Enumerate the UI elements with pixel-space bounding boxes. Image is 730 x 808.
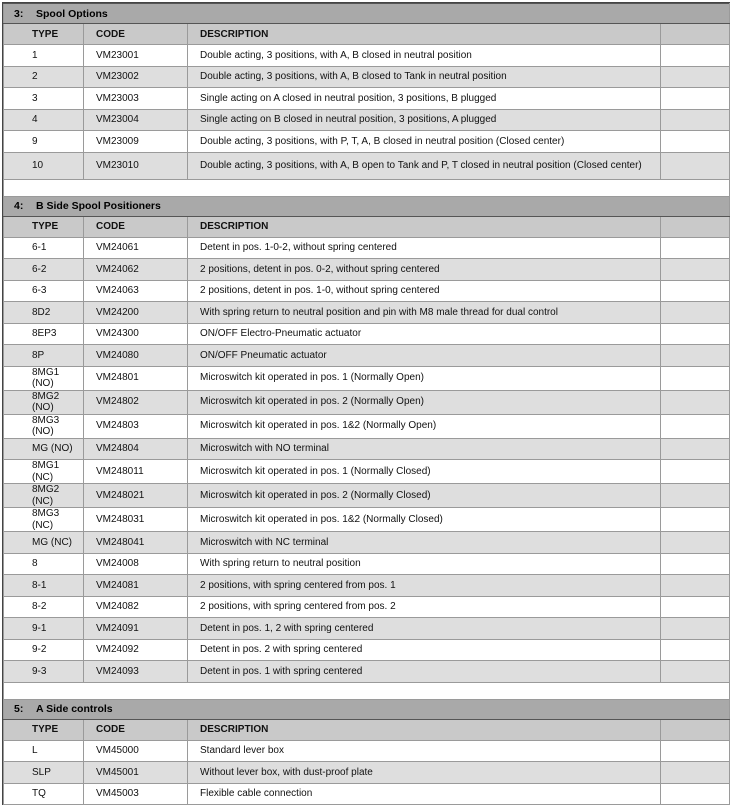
col-header-blank [661,719,730,740]
code-cell: VM45000 [84,740,188,762]
table-row [4,280,730,302]
description-cell: 2 positions, with spring centered from pos. 2 [188,596,661,618]
type-cell: 2 [4,66,84,88]
col-header-description: DESCRIPTION [188,719,661,740]
type-cell: 8 [4,553,84,575]
description-cell: Single acting on B closed in neutral position, 3 positions, A plugged [188,109,661,131]
table-row [4,302,730,324]
column-header-row [4,24,730,45]
code-cell: VM24008 [84,553,188,575]
blank-cell [661,762,730,784]
blank-cell [661,596,730,618]
blank-cell [661,553,730,575]
col-header-type: TYPE [4,216,84,237]
description-cell: Flexible cable connection [188,783,661,805]
blank-cell [661,639,730,661]
type-cell: 9-2 [4,639,84,661]
col-header-description: DESCRIPTION [188,216,661,237]
section-title: B Side Spool Positioners [36,200,161,212]
table-row [4,323,730,345]
type-cell: 6-2 [4,259,84,281]
type-cell: MG (NO) [4,438,84,460]
code-cell: VM24061 [84,237,188,259]
code-cell: VM23004 [84,109,188,131]
spacer-cell [4,179,730,196]
table-row [4,366,730,390]
col-header-description: DESCRIPTION [188,24,661,45]
code-cell: VM24093 [84,661,188,683]
options-table-body [4,4,730,805]
description-cell: Detent in pos. 2 with spring centered [188,639,661,661]
type-cell: 8MG2 (NC) [4,484,84,508]
code-cell: VM24802 [84,390,188,414]
table-row [4,237,730,259]
blank-cell [661,508,730,532]
type-cell: SLP [4,762,84,784]
blank-cell [661,484,730,508]
table-row [4,596,730,618]
code-cell: VM24092 [84,639,188,661]
table-row [4,259,730,281]
section-title: A Side controls [36,703,113,715]
blank-cell [661,302,730,324]
type-cell: 9-1 [4,618,84,640]
type-cell: 8D2 [4,302,84,324]
section-number: 3: [14,7,24,20]
code-cell: VM23009 [84,131,188,153]
type-cell: 8-2 [4,596,84,618]
code-cell: VM24804 [84,438,188,460]
blank-cell [661,438,730,460]
code-cell: VM45003 [84,783,188,805]
section-header [4,4,730,24]
description-cell: Double acting, 3 positions, with P, T, A, B closed in neutral position (Closed center) [188,131,661,153]
table-row [4,109,730,131]
code-cell: VM23002 [84,66,188,88]
section-title: Spool Options [36,7,108,20]
type-cell: 8P [4,345,84,367]
code-cell: VM24801 [84,366,188,390]
blank-cell [661,152,730,179]
table-row [4,45,730,67]
type-cell: 8MG2 (NO) [4,390,84,414]
section-title-cell [4,4,730,24]
options-table [3,3,730,805]
blank-cell [661,88,730,110]
description-cell: Microswitch kit operated in pos. 2 (Normally Closed) [188,484,661,508]
description-cell: Single acting on A closed in neutral position, 3 positions, B plugged [188,88,661,110]
table-row [4,345,730,367]
code-cell: VM24200 [84,302,188,324]
table-row [4,66,730,88]
section-title-cell [4,699,730,719]
blank-cell [661,390,730,414]
description-cell: 2 positions, detent in pos. 0-2, without spring centered [188,259,661,281]
code-cell: VM24300 [84,323,188,345]
type-cell: 8MG1 (NC) [4,460,84,484]
blank-cell [661,323,730,345]
table-row [4,152,730,179]
blank-cell [661,280,730,302]
blank-cell [661,131,730,153]
blank-cell [661,575,730,597]
code-cell: VM23010 [84,152,188,179]
column-header-row [4,216,730,237]
blank-cell [661,345,730,367]
description-cell: 2 positions, detent in pos. 1-0, without spring centered [188,280,661,302]
type-cell: L [4,740,84,762]
description-cell: With spring return to neutral position [188,553,661,575]
blank-cell [661,661,730,683]
spool-options-document [2,2,730,805]
description-cell: Microswitch with NO terminal [188,438,661,460]
description-cell: Microswitch kit operated in pos. 1 (Normally Closed) [188,460,661,484]
description-cell: Microswitch kit operated in pos. 1&2 (Normally Closed) [188,508,661,532]
description-cell: Detent in pos. 1, 2 with spring centered [188,618,661,640]
description-cell: 2 positions, with spring centered from pos. 1 [188,575,661,597]
blank-cell [661,66,730,88]
col-header-code: CODE [84,24,188,45]
type-cell: 1 [4,45,84,67]
type-cell: 8EP3 [4,323,84,345]
code-cell: VM45001 [84,762,188,784]
col-header-blank [661,24,730,45]
col-header-type: TYPE [4,719,84,740]
code-cell: VM24063 [84,280,188,302]
blank-cell [661,366,730,390]
col-header-type: TYPE [4,24,84,45]
type-cell: 4 [4,109,84,131]
blank-cell [661,45,730,67]
table-row [4,532,730,554]
description-cell: Microswitch with NC terminal [188,532,661,554]
description-cell: Detent in pos. 1-0-2, without spring centered [188,237,661,259]
section-header [4,699,730,719]
code-cell: VM24803 [84,414,188,438]
type-cell: 10 [4,152,84,179]
blank-cell [661,783,730,805]
type-cell: 9-3 [4,661,84,683]
table-row [4,438,730,460]
description-cell: Microswitch kit operated in pos. 2 (Normally Open) [188,390,661,414]
col-header-blank [661,216,730,237]
description-cell: ON/OFF Pneumatic actuator [188,345,661,367]
type-cell: 8-1 [4,575,84,597]
code-cell: VM24082 [84,596,188,618]
blank-cell [661,237,730,259]
blank-cell [661,460,730,484]
table-row [4,740,730,762]
description-cell: Double acting, 3 positions, with A, B closed in neutral position [188,45,661,67]
section-spacer [4,179,730,196]
code-cell: VM248031 [84,508,188,532]
code-cell: VM248011 [84,460,188,484]
column-header-row [4,719,730,740]
type-cell: TQ [4,783,84,805]
spacer-cell [4,682,730,699]
section-title-cell [4,196,730,216]
code-cell: VM24081 [84,575,188,597]
type-cell: 3 [4,88,84,110]
description-cell: ON/OFF Electro-Pneumatic actuator [188,323,661,345]
table-row [4,762,730,784]
description-cell: Microswitch kit operated in pos. 1&2 (Normally Open) [188,414,661,438]
table-row [4,484,730,508]
blank-cell [661,414,730,438]
code-cell: VM24080 [84,345,188,367]
section-header [4,196,730,216]
type-cell: 6-3 [4,280,84,302]
type-cell: 8MG3 (NC) [4,508,84,532]
blank-cell [661,618,730,640]
type-cell: 8MG1 (NO) [4,366,84,390]
type-cell: 9 [4,131,84,153]
table-row [4,783,730,805]
table-row [4,390,730,414]
code-cell: VM248021 [84,484,188,508]
table-row [4,508,730,532]
table-row [4,575,730,597]
col-header-code: CODE [84,719,188,740]
col-header-code: CODE [84,216,188,237]
description-cell: Detent in pos. 1 with spring centered [188,661,661,683]
description-cell: Double acting, 3 positions, with A, B open to Tank and P, T closed in neutral position (Closed center) [188,152,661,179]
description-cell: Microswitch kit operated in pos. 1 (Normally Open) [188,366,661,390]
table-row [4,88,730,110]
description-cell: With spring return to neutral position and pin with M8 male thread for dual control [188,302,661,324]
code-cell: VM23003 [84,88,188,110]
table-row [4,553,730,575]
code-cell: VM24062 [84,259,188,281]
description-cell: Without lever box, with dust-proof plate [188,762,661,784]
type-cell: MG (NC) [4,532,84,554]
type-cell: 8MG3 (NO) [4,414,84,438]
table-row [4,460,730,484]
description-cell: Standard lever box [188,740,661,762]
table-row [4,618,730,640]
type-cell: 6-1 [4,237,84,259]
code-cell: VM23001 [84,45,188,67]
blank-cell [661,740,730,762]
section-spacer [4,682,730,699]
section-number: 4: [14,200,24,212]
description-cell: Double acting, 3 positions, with A, B closed to Tank in neutral position [188,66,661,88]
section-number: 5: [14,703,24,715]
table-row [4,131,730,153]
blank-cell [661,109,730,131]
blank-cell [661,532,730,554]
code-cell: VM248041 [84,532,188,554]
blank-cell [661,259,730,281]
table-row [4,414,730,438]
code-cell: VM24091 [84,618,188,640]
table-row [4,661,730,683]
table-row [4,639,730,661]
